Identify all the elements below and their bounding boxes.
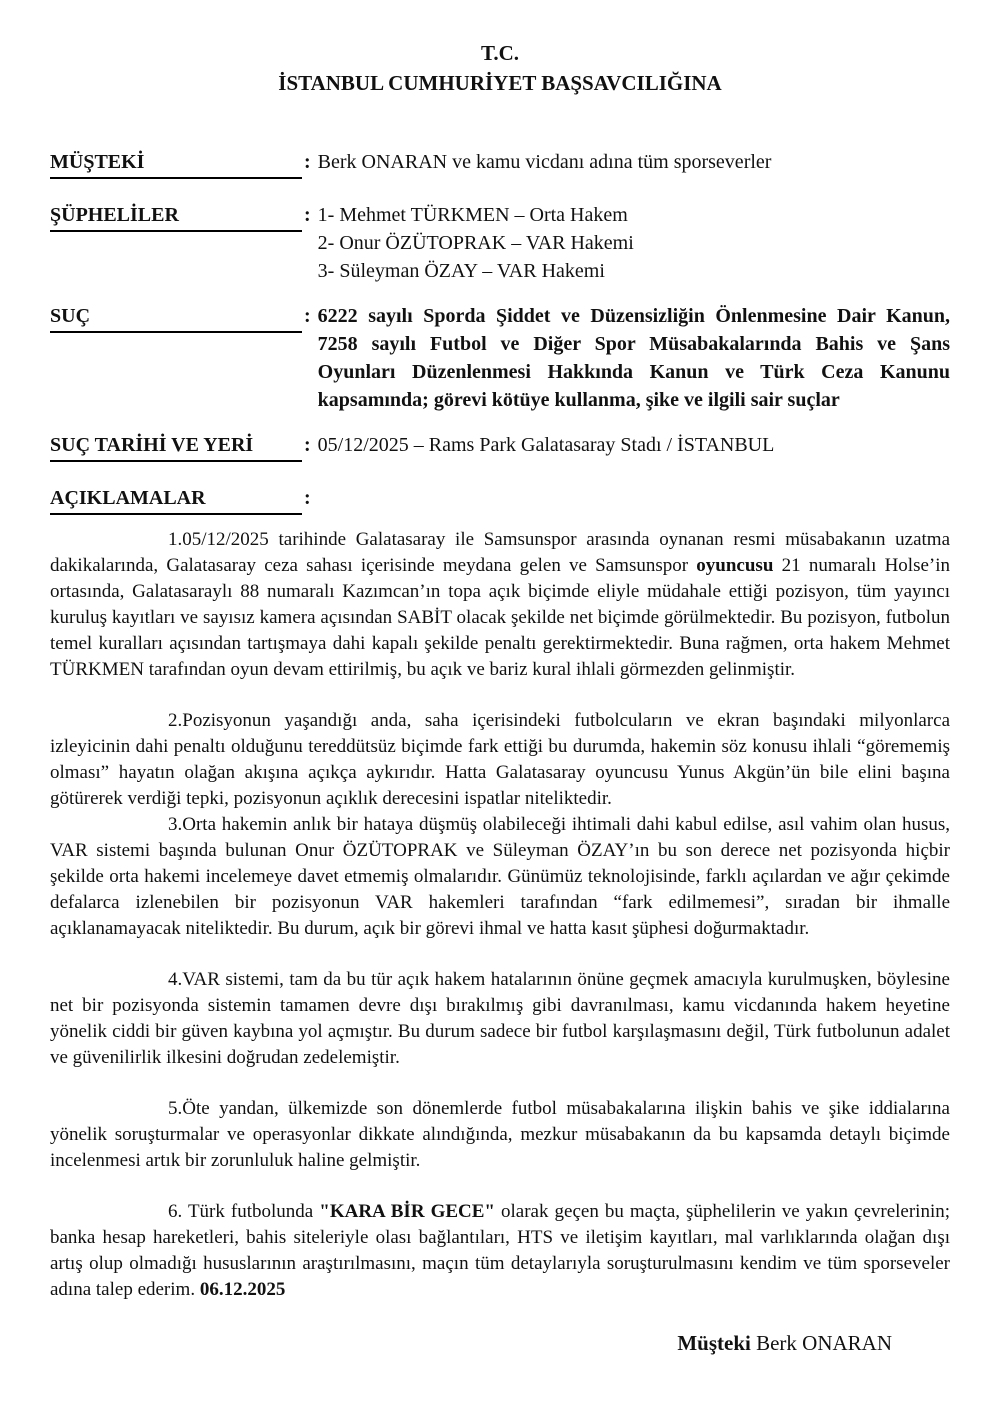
paragraph-4: 4.VAR sistemi, tam da bu tür açık hakem hatalarının önüne geçmek amacıyla kurulmuşken, böylesine net bir pozisyonda sistemin tamamen devre dışı bırakılmış gibi davranılması, kamu vicdanında hakem heyetine yönelik ciddi bir güven kaybına yol açmıştır. Bu durum sadece bir futbol karşılaşmasını değil, Türk futbolunun adalet ve güvenilirlik ilkesini doğrudan zedelemiştir. (50, 969, 950, 1068)
paragraph-1: 1.05/12/2025 tarihinde Galatasaray ile Samsunspor arasında oynanan resmi müsabakanın uzatma dakikalarında, Galatasaray ceza sahası içerisinde meydana gelen ve Samsunspor oyuncusu 21 numaralı Holse’in ortasında, Galatasaraylı 88 numaralı Kazımcan’ın topa açık biçimde eliyle müdahale ettiği pozisyon, tüm yayıncı kuruluş kayıtları ve sayısız kamera açısından SABİT olacak şekilde net biçimde görülmektedir. Bu pozisyon, futbolun temel kuralları açısından tartışmaya dahi kapalı şekilde penaltı gerektirmektedir. Buna rağmen, orta hakem Mehmet TÜRKMEN tarafından oyun devam ettirilmiş, bu açık ve bariz kural ihlali görmezden gelinmiştir. (50, 529, 951, 680)
field-row-explanations (50, 484, 950, 515)
colon-separator: : (304, 204, 311, 226)
offense-value: 6222 sayılı Sporda Şiddet ve Düzensizliğin Önlenmesine Dair Kanun, 7258 sayılı Futbol ve Diğer Spor Müsabakalarında Bahis ve Şans Oyunları Düzenlenmesi Hakkında Kanun ve Türk Ceza Kanunu kapsamında; görevi kötüye kullanma, şike ve ilgili sair suçlar (317, 305, 950, 411)
explanations-label: AÇIKLAMALAR (50, 484, 302, 515)
offense-label: SUÇ (50, 302, 302, 333)
document-header (50, 38, 950, 98)
republic-abbreviation: T.C. (480, 41, 520, 65)
signature-role-label: Müşteki (677, 1331, 751, 1355)
field-row-offense-date-place (50, 431, 950, 462)
paragraph-5: 5.Öte yandan, ülkemizde son dönemlerde futbol müsabakalarına ilişkin bahis ve şike iddialarına yönelik soruşturmalar ve operasyonlar dikkate alındığında, mezkur müsabakanın da bu kapsamda detaylı biçimde incelenmesi artık bir zorunluluk haline gelmiştir. (50, 1098, 950, 1171)
complainant-label: MÜŞTEKİ (50, 148, 302, 179)
case-fields (50, 148, 950, 515)
field-row-offense (50, 302, 950, 414)
colon-separator: : (304, 487, 311, 509)
signature-block (50, 1331, 950, 1356)
offense-date-place-value: 05/12/2025 – Rams Park Galatasaray Stadı / İSTANBUL (317, 434, 775, 456)
field-row-suspects (50, 201, 950, 285)
paragraph-3: 3.Orta hakemin anlık bir hataya düşmüş olabileceği ihtimali dahi kabul edilse, asıl vahim olan husus, VAR sistemi başında bulunan Onur ÖZÜTOPRAK ve Süleyman ÖZAY’ın bu son derece net pozisyonda hiçbir şekilde orta hakemi incelemeye davet etmemiş olmalarıdır. Günümüz teknolojisinde, farklı açılardan ve ağır çekimde defalarca izlenebilen bir pozisyonun VAR hakemleri tarafından “fark edilmemesi”, sıradan bir ihmalle açıklanamayacak niteliktedir. Bu durum, açık bir görevi ihmal ve hatta kasıt şüphesi doğurmaktadır. (50, 814, 950, 939)
suspects-label: ŞÜPHELİLER (50, 201, 302, 232)
suspects-value (318, 201, 950, 285)
prosecutor-office-title: İSTANBUL CUMHURİYET BAŞSAVCILIĞINA (278, 71, 722, 95)
suspect-3: 3- Süleyman ÖZAY – VAR Hakemi (317, 260, 605, 282)
field-row-complainant (50, 148, 950, 179)
paragraph-6: 6. Türk futbolunda "KARA BİR GECE" olarak geçen bu maçta, şüphelilerin ve yakın çevrelerinin; banka hesap hareketleri, bahis siteleriyle olası bağlantıları, HTS ve iletişim kayıtları, mal varlıklarında olağan dışı artış olup olmadığı hususlarının araştırılmasını, maçın tüm detaylarıyla soruşturulmasını kendim ve tüm sporseveler adına talep ederim. 06.12.2025 (50, 1201, 951, 1300)
colon-separator: : (304, 305, 311, 327)
suspect-1: 1- Mehmet TÜRKMEN – Orta Hakem (317, 204, 628, 226)
colon-separator: : (304, 151, 311, 173)
offense-date-place-label: SUÇ TARİHİ VE YERİ (50, 431, 302, 462)
complainant-value: Berk ONARAN ve kamu vicdanı adına tüm sporseverler (317, 151, 772, 173)
paragraph-2: 2.Pozisyonun yaşandığı anda, saha içerisindeki futbolcuların ve ekran başındaki milyonlarca izleyicinin dahi penaltı olduğunu tereddütsüz biçimde fark ettiği bu durumda, hakemin söz konusu ihlali “görememiş olması” hayatın olağan akışına açıkça aykırıdır. Hatta Galatasaray oyuncusu Yunus Akgün’ün bile elini başına götürerek verdiği tepki, pozisyonun açıklık derecesini ispatlar niteliktedir. (50, 710, 950, 809)
suspect-2: 2- Onur ÖZÜTOPRAK – VAR Hakemi (317, 232, 634, 254)
explanation-paragraphs (50, 527, 950, 1303)
colon-separator: : (304, 434, 311, 456)
signature-name: Berk ONARAN (756, 1331, 892, 1355)
